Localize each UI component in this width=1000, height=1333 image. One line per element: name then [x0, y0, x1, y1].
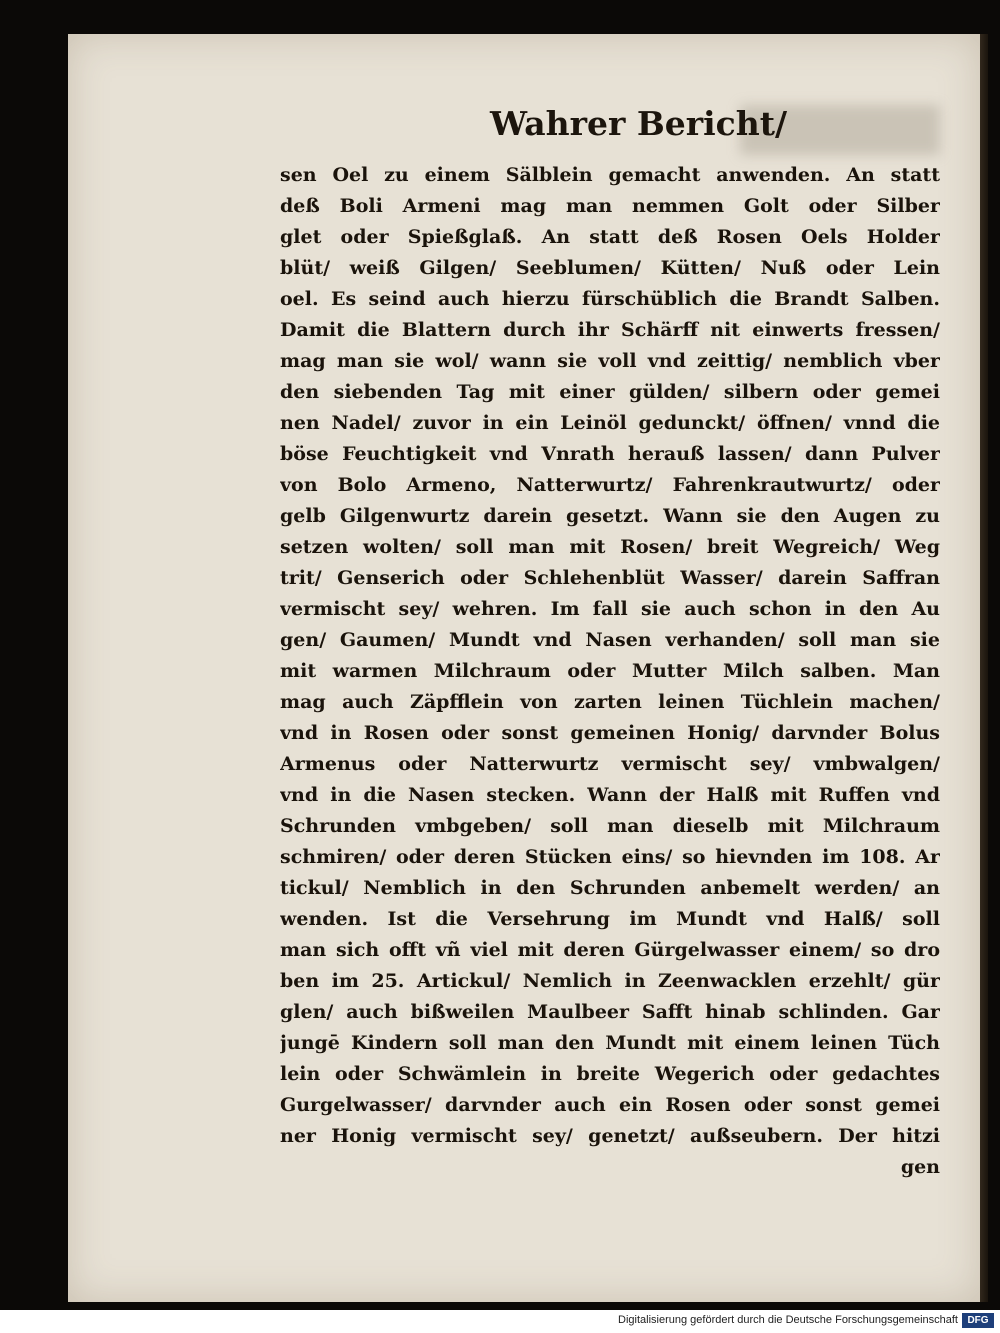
text-line: man sich offt vñ viel mit deren Gürgelwasser einem/ so dro [280, 939, 940, 961]
text-line: gen/ Gaumen/ Mundt vnd Nasen verhanden/ soll man sie [280, 629, 940, 651]
running-head: Wahrer Bericht/ [490, 104, 788, 143]
text-line: mag auch Zäpfflein von zarten leinen Tüchlein machen/ [280, 691, 940, 713]
text-line: Gurgelwasser/ darvnder auch ein Rosen oder sonst gemei [280, 1094, 940, 1116]
text-line: nen Nadel/ zuvor in ein Leinöl gedunckt/ öffnen/ vnnd die [280, 412, 940, 434]
text-line: glet oder Spießglaß. An statt deß Rosen Oels Holder [280, 226, 940, 248]
text-line: böse Feuchtigkeit vnd Vnrath herauß lassen/ dann Pulver [280, 443, 940, 465]
text-line: mit warmen Milchraum oder Mutter Milch salben. Man [280, 660, 940, 682]
text-line: glen/ auch bißweilen Maulbeer Safft hinab schlinden. Gar [280, 1001, 940, 1023]
text-line: den siebenden Tag mit einer gülden/ silbern oder gemei [280, 381, 940, 403]
text-line: ner Honig vermischt sey/ genetzt/ außseubern. Der hitzi [280, 1125, 940, 1147]
text-line: vnd in die Nasen stecken. Wann der Halß mit Ruffen vnd [280, 784, 940, 806]
text-line: Schrunden vmbgeben/ soll man dieselb mit Milchraum [280, 815, 940, 837]
text-line: Armenus oder Natterwurtz vermischt sey/ vmbwalgen/ [280, 753, 940, 775]
text-line: wenden. Ist die Versehrung im Mundt vnd Halß/ soll [280, 908, 940, 930]
text-line: gen [900, 1156, 940, 1178]
text-line: lein oder Schwämlein in breite Wegerich oder gedachtes [280, 1063, 940, 1085]
text-line: trit/ Genserich oder Schlehenblüt Wasser/ darein Saffran [280, 567, 940, 589]
text-line: von Bolo Armeno, Natterwurtz/ Fahrenkrautwurtz/ oder [280, 474, 940, 496]
text-line: schmiren/ oder deren Stücken eins/ so hievnden im 108. Ar [280, 846, 940, 868]
text-line: Damit die Blattern durch ihr Schärff nit einwerts fressen/ [280, 319, 940, 341]
footer-bar [0, 1310, 1000, 1333]
text-line: ben im 25. Artickul/ Nemlich in Zeenwacklen erzehlt/ gür [280, 970, 940, 992]
text-line: tickul/ Nemblich in den Schrunden anbemelt werden/ an [280, 877, 940, 899]
text-line: deß Boli Armeni mag man nemmen Golt oder Silber [280, 195, 940, 217]
text-line: gelb Gilgenwurtz darein gesetzt. Wann sie den Augen zu [280, 505, 940, 527]
dfg-logo: DFG [962, 1313, 994, 1328]
text-line: vnd in Rosen oder sonst gemeinen Honig/ darvnder Bolus [280, 722, 940, 744]
text-line: mag man sie wol/ wann sie voll vnd zeittig/ nemblich vber [280, 350, 940, 372]
text-line: blüt/ weiß Gilgen/ Seeblumen/ Kütten/ Nuß oder Lein [280, 257, 940, 279]
text-line: vermischt sey/ wehren. Im fall sie auch schon in den Au [280, 598, 940, 620]
funding-credit: Digitalisierung gefördert durch die Deutsche Forschungsgemeinschaft [618, 1314, 958, 1326]
text-line: setzen wolten/ soll man mit Rosen/ breit Wegreich/ Weg [280, 536, 940, 558]
text-line: jungē Kindern soll man den Mundt mit einem leinen Tüch [280, 1032, 940, 1054]
text-line: sen Oel zu einem Sälblein gemacht anwenden. An statt [280, 164, 940, 186]
body-text [280, 160, 940, 1183]
text-line: oel. Es seind auch hierzu fürschüblich die Brandt Salben. [280, 288, 940, 310]
